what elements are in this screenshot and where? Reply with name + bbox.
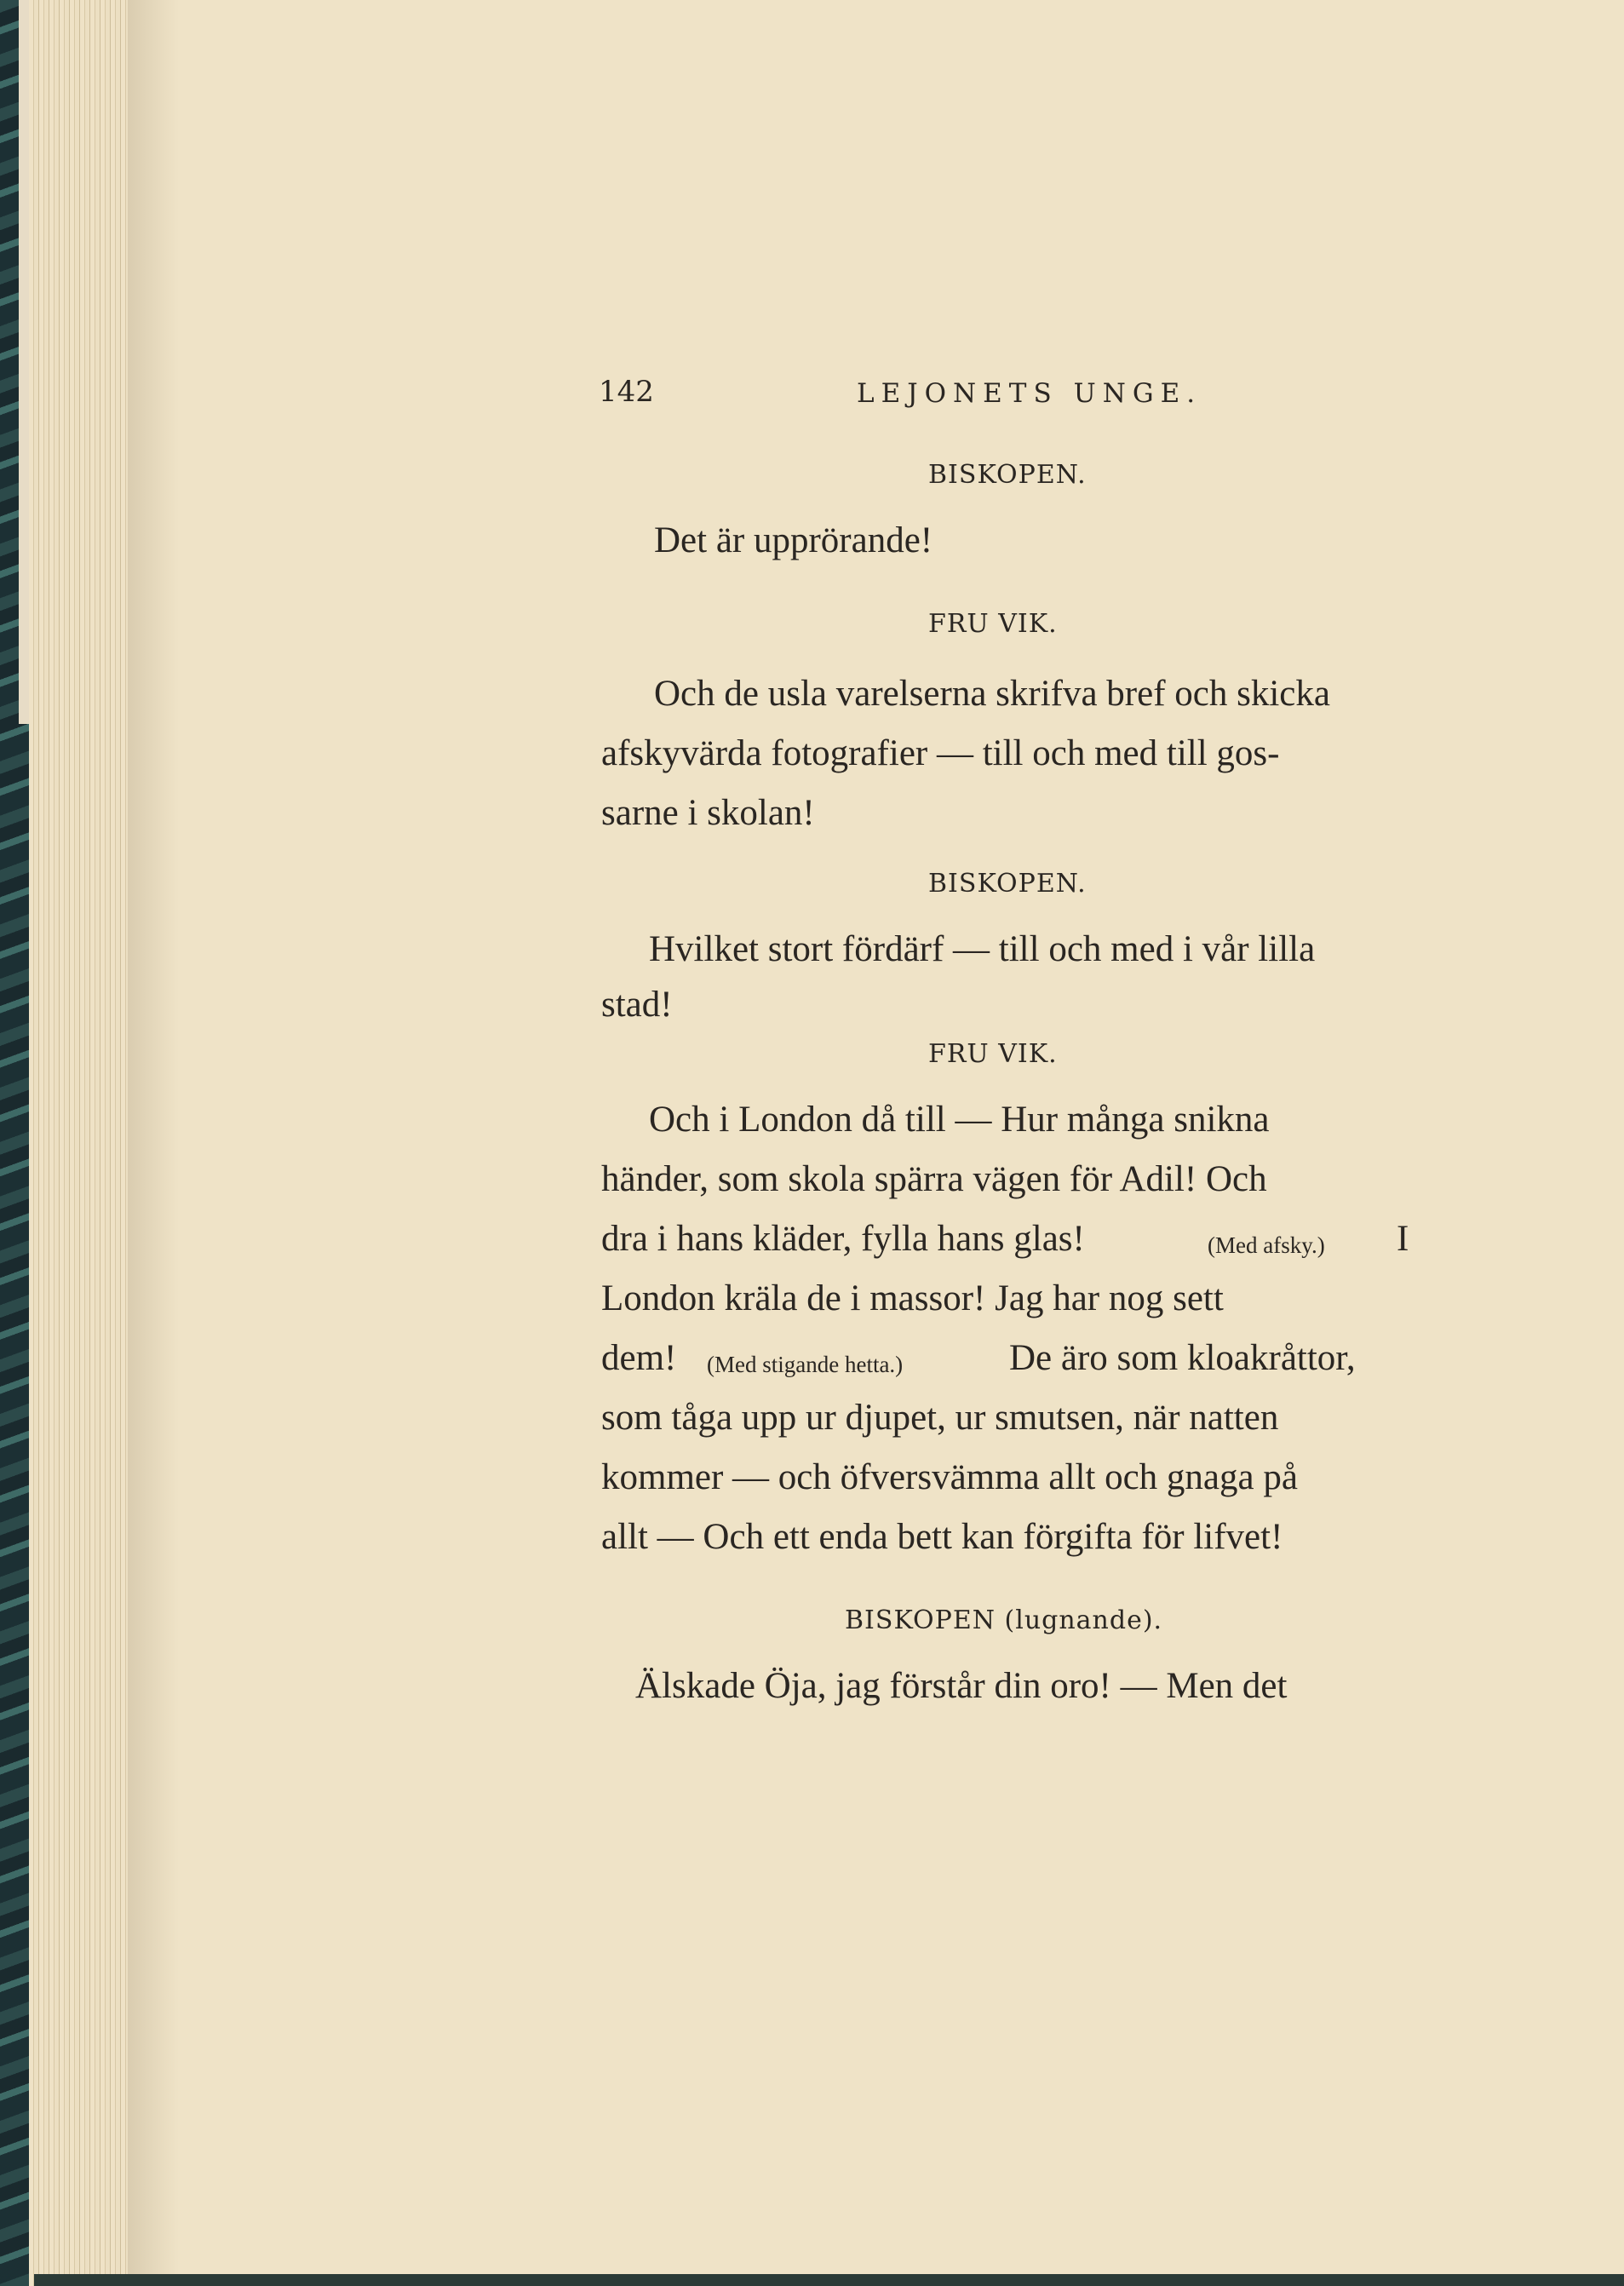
speaker-label: BISKOPEN. bbox=[928, 460, 1087, 490]
speaker-label: FRU VIK. bbox=[928, 609, 1058, 639]
text-line: Det är upprörande! bbox=[654, 520, 933, 560]
speaker-label: BISKOPEN. bbox=[928, 869, 1087, 899]
text-line: afskyvärda fotografier — till och med till gos- bbox=[601, 733, 1280, 773]
text-line: Och i London då till — Hur många snikna bbox=[649, 1100, 1270, 1140]
stage-direction: (Med afsky.) bbox=[1208, 1232, 1325, 1258]
text-line: allt — Och ett enda bett kan förgifta för lifvet! bbox=[601, 1517, 1283, 1557]
text-line: sarne i skolan! bbox=[601, 793, 815, 833]
bottom-band bbox=[34, 2274, 1624, 2286]
text-line: Hvilket stort fördärf — till och med i vår lilla bbox=[649, 929, 1316, 969]
text-line: kommer — och öfversvämma allt och gnaga på bbox=[601, 1457, 1298, 1497]
text-line: dem! bbox=[601, 1338, 677, 1378]
text-line: stad! bbox=[601, 985, 673, 1025]
text-line: Älskade Öja, jag förstår din oro! — Men det bbox=[635, 1666, 1288, 1706]
text-line: händer, som skola spärra vägen för Adil! Och bbox=[601, 1159, 1267, 1199]
page-number: 142 bbox=[599, 375, 654, 409]
speaker-label: FRU VIK. bbox=[928, 1039, 1058, 1069]
endpaper-strip bbox=[19, 0, 29, 724]
stage-direction: (Med stigande hetta.) bbox=[707, 1352, 904, 1377]
text-line: I bbox=[1397, 1219, 1409, 1259]
text-line: De äro som kloakråttor, bbox=[1009, 1338, 1356, 1378]
text-line: Och de usla varelserna skrifva bref och skicka bbox=[654, 674, 1330, 714]
text-line: dra i hans kläder, fylla hans glas! bbox=[601, 1219, 1085, 1259]
running-title: LEJONETS UNGE. bbox=[857, 378, 1202, 409]
text-line: London kräla de i massor! Jag har nog sett bbox=[601, 1278, 1224, 1318]
speaker-label: BISKOPEN (lugnande). bbox=[845, 1605, 1163, 1635]
text-line: som tåga upp ur djupet, ur smutsen, när natten bbox=[601, 1398, 1279, 1438]
